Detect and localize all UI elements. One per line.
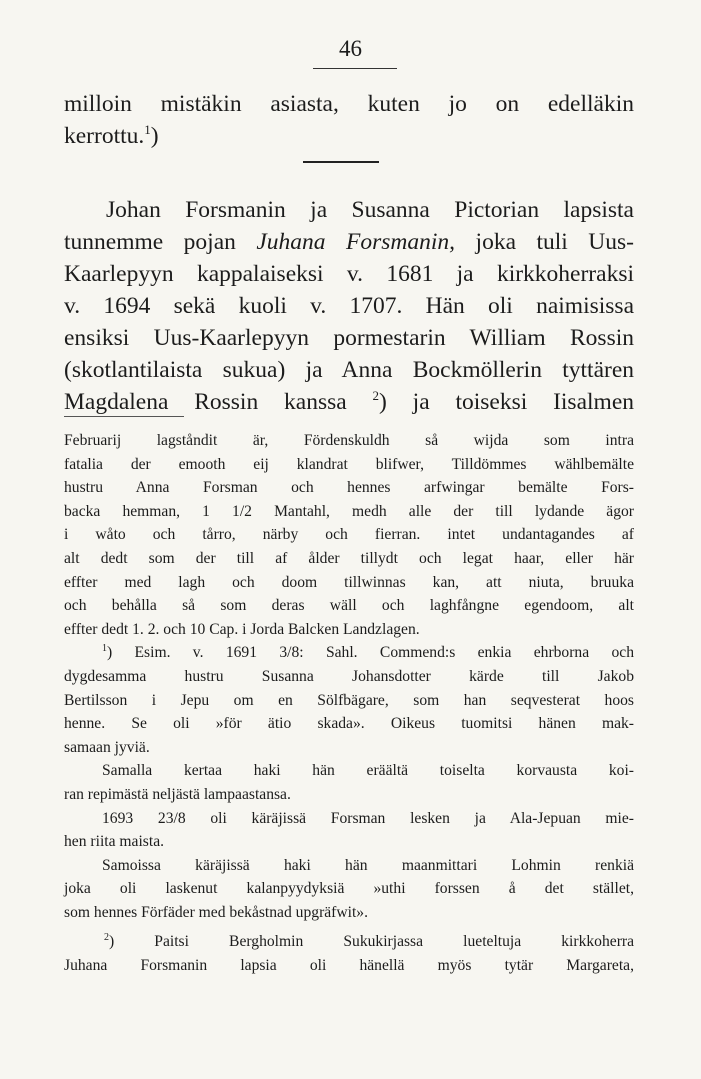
footnote-text: 1693 <box>102 809 158 827</box>
footnote-ref: 2 <box>372 388 380 404</box>
body-text: ) <box>150 123 159 149</box>
footnote-line: alt dedt som der till af ålder tillydt och legat haar, eller här <box>64 549 634 567</box>
footnote-text: ) Paitsi Bergholmin Sukukirjassa lueteltuja kirkkoherra <box>109 933 634 951</box>
footnotes <box>64 429 634 978</box>
page-number: 46 <box>339 36 362 61</box>
footnote-1-line: Bertilsson i Jepu om en Sölfbägare, som han seqvesterat hoos <box>64 691 634 709</box>
footnote-line: i wåto och tårro, närby och fierran. intet undantagandes af <box>64 526 634 544</box>
footnote-line: effter med lagh och doom tillwinnas kan, att niuta, bruuka <box>64 573 634 591</box>
footnote-marker: 2 <box>104 932 109 944</box>
footnote-fraction: 23/8 <box>157 809 186 827</box>
body-text: ) ja toiseksi Iisalmen <box>379 389 634 415</box>
footnote-2-line <box>64 930 634 954</box>
body-text: tunnemme pojan <box>64 229 257 255</box>
page-number-rule <box>313 68 397 69</box>
footnote-1-line: som hennes Förfäder med bekåstnad upgräfwit». <box>64 903 368 921</box>
footnote-1-line: henne. Se oli »för ätio skada». Oikeus tuomitsi hänen mak- <box>64 715 634 733</box>
footnote-line: backa hemman, 1 1/2 Mantahl, medh alle der till lydande ägor <box>64 502 634 520</box>
footnote-text: : Sahl. Commend:s enkia ehrborna och <box>299 644 634 662</box>
main-paragraph <box>64 194 634 418</box>
body-line <box>64 120 634 152</box>
footnote-1-line <box>64 641 634 665</box>
footnote-line: effter dedt 1. 2. och 10 Cap. i Jorda Balcken Landzlagen. <box>64 620 420 638</box>
continuation-text <box>64 88 634 152</box>
body-line: ensiksi Uus-Kaarlepyyn pormestarin William Rossin <box>64 325 634 351</box>
footnote-1-line: ran repimästä neljästä lampaastansa. <box>64 785 291 803</box>
body-line: (skotlantilaista sukua) ja Anna Bockmöllerin tyttären <box>64 357 634 383</box>
footnote-ref: 1 <box>144 122 151 138</box>
footnote-marker: 1 <box>102 643 107 655</box>
footnote-line: fatalia der emooth eij klandrat blifwer, Tilldömmes wählbemälte <box>64 455 634 473</box>
footnote-1-line: Samalla kertaa haki hän eräältä toiselta korvausta koi- <box>102 762 634 780</box>
body-line <box>64 386 634 418</box>
body-line: Johan Forsmanin ja Susanna Pictorian lapsista <box>106 197 634 223</box>
footnote-2-line: Juhana Forsmanin lapsia oli hänellä myös tytär Margareta, <box>64 957 634 975</box>
footnote-line: och behålla så som deras wäll och laghfångne egendoom, alt <box>64 597 634 615</box>
footnote-text: ) Esim. v. 1691 <box>107 644 280 662</box>
footnote-line: hustru Anna Forsman och hennes arfwingar bemälte Fors- <box>64 479 634 497</box>
footnote-text: oli käräjissä Forsman lesken ja Ala-Jepuan mie- <box>185 809 635 827</box>
footnote-1-line: dygdesamma hustru Susanna Johansdotter kärde till Jakob <box>64 667 634 685</box>
footnote-1-line: samaan jyviä. <box>64 738 150 756</box>
body-line: Kaarlepyyn kappalaiseksi v. 1681 ja kirkkoherraksi <box>64 261 634 287</box>
footnote-line: Februarij lagståndit är, Fördenskuldh så wijda som intra <box>64 432 634 449</box>
footnote-1-line <box>64 807 634 831</box>
body-text: kerrottu. <box>64 123 145 149</box>
body-line <box>64 226 634 258</box>
body-line: milloin mistäkin asiasta, kuten jo on edelläkin <box>64 91 634 117</box>
footnote-rule <box>64 416 184 417</box>
footnote-1-line: joka oli laskenut kalanpyydyksiä »uthi forssen å det stället, <box>64 880 634 898</box>
body-line: v. 1694 sekä kuoli v. 1707. Hän oli naimisissa <box>64 293 634 319</box>
footnote-1-line: hen riita maista. <box>64 833 165 851</box>
body-text: joka tuli Uus- <box>455 229 634 255</box>
section-divider <box>303 161 379 163</box>
body-text: Magdalena Rossin kanssa <box>64 389 373 415</box>
person-name: Juhana Forsmanin, <box>256 229 456 255</box>
footnote-fraction: 3/8 <box>279 644 300 662</box>
footnote-1-line: Samoissa käräjissä haki hän maanmittari Lohmin renkiä <box>102 856 634 874</box>
